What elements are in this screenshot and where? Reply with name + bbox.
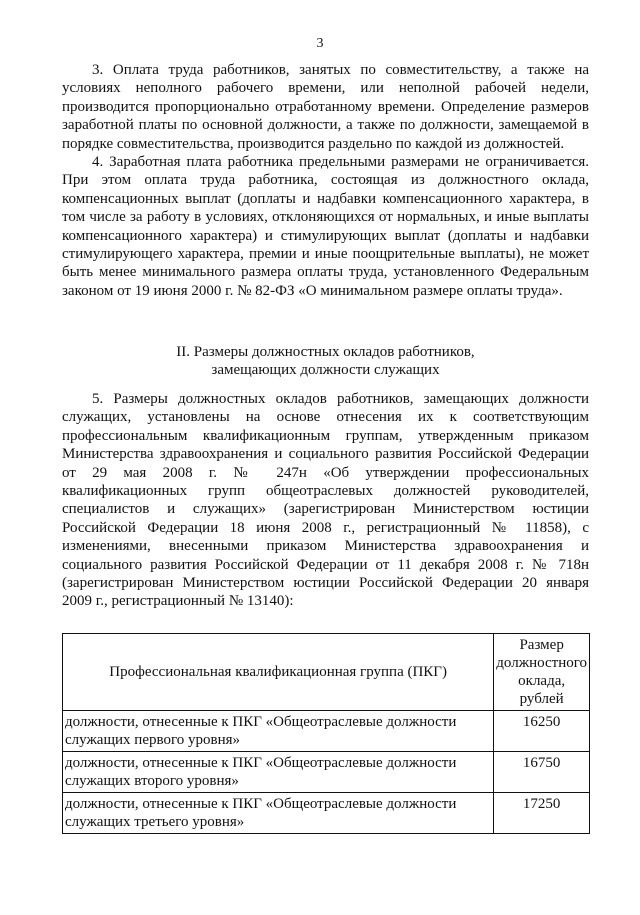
salary-table: [62, 633, 590, 834]
page-number: 3: [316, 36, 324, 51]
section-2-body: [62, 390, 589, 611]
row-group-name: должности, отнесенные к ПКГ «Общеотраслевые должности служащих второго уровня»: [63, 752, 494, 793]
row-salary-value: 16250: [494, 711, 590, 752]
section-2-heading-line-1: II. Размеры должностных окладов работников,: [176, 344, 475, 360]
table-row: [63, 711, 590, 752]
paragraph-3: 3. Оплата труда работников, занятых по совместительству, а также на условиях неполного рабочего времени, или неполной рабочей недели, производится пропорционально отработанному времени. Определение размеров заработной платы по основной должности, а также по должности, замещаемой в порядке совместительства, производится раздельно по каждой из должностей.: [62, 62, 589, 152]
section-2-heading: [62, 343, 589, 380]
header-qualification-group: Профессиональная квалификационная группа (ПКГ): [63, 634, 494, 711]
table-header-row: [63, 634, 590, 711]
section-2-heading-line-2: замещающих должности служащих: [211, 362, 440, 379]
row-salary-value: 16750: [494, 752, 590, 793]
row-salary-value: 17250: [494, 793, 590, 834]
row-group-name: должности, отнесенные к ПКГ «Общеотраслевые должности служащих первого уровня»: [63, 711, 494, 752]
row-group-name: должности, отнесенные к ПКГ «Общеотраслевые должности служащих третьего уровня»: [63, 793, 494, 834]
header-salary-size: Размер должностного оклада, рублей: [494, 634, 590, 711]
table-row: [63, 793, 590, 834]
paragraph-5: 5. Размеры должностных окладов работников, замещающих должности служащих, установлены на основе отнесения их к соответствующим профессиональным квалификационным группам, утвержденным приказом Министерства здравоохранения и социального развития Российской Федерации от 29 мая 2008 г. № 247н «Об утверждении профессиональных квалификационных групп общеотраслевых должностей руководителей, специалистов и служащих» (зарегистрирован Министерством юстиции Российской Федерации 18 июня 2008 г., регистрационный № 11858), с изменениями, внесенными приказом Министерства здравоохранения и социального развития Российской Федерации от 11 декабря 2008 г. № 718н (зарегистрирован Министерством юстиции Российской Федерации 20 января 2009 г., регистрационный № 13140):: [62, 391, 589, 610]
table-row: [63, 752, 590, 793]
paragraph-4: 4. Заработная плата работника предельными размерами не ограничивается. При этом оплата труда работника, состоящая из должностного оклада, компенсационных выплат (доплаты и надбавки компенсационного характера, в том числе за работу в условиях, отклоняющихся от нормальных, и иные выплаты компенсационного характера) и стимулирующих выплат (доплаты и надбавки стимулирующего характера, премии и иные поощрительные выплаты), не может быть менее минимального размера оплаты труда, установленного Федеральным законом от 19 июня 2000 г. № 82-ФЗ «О минимальном размере оплаты труда».: [62, 154, 589, 299]
section-1-body: [62, 61, 589, 300]
